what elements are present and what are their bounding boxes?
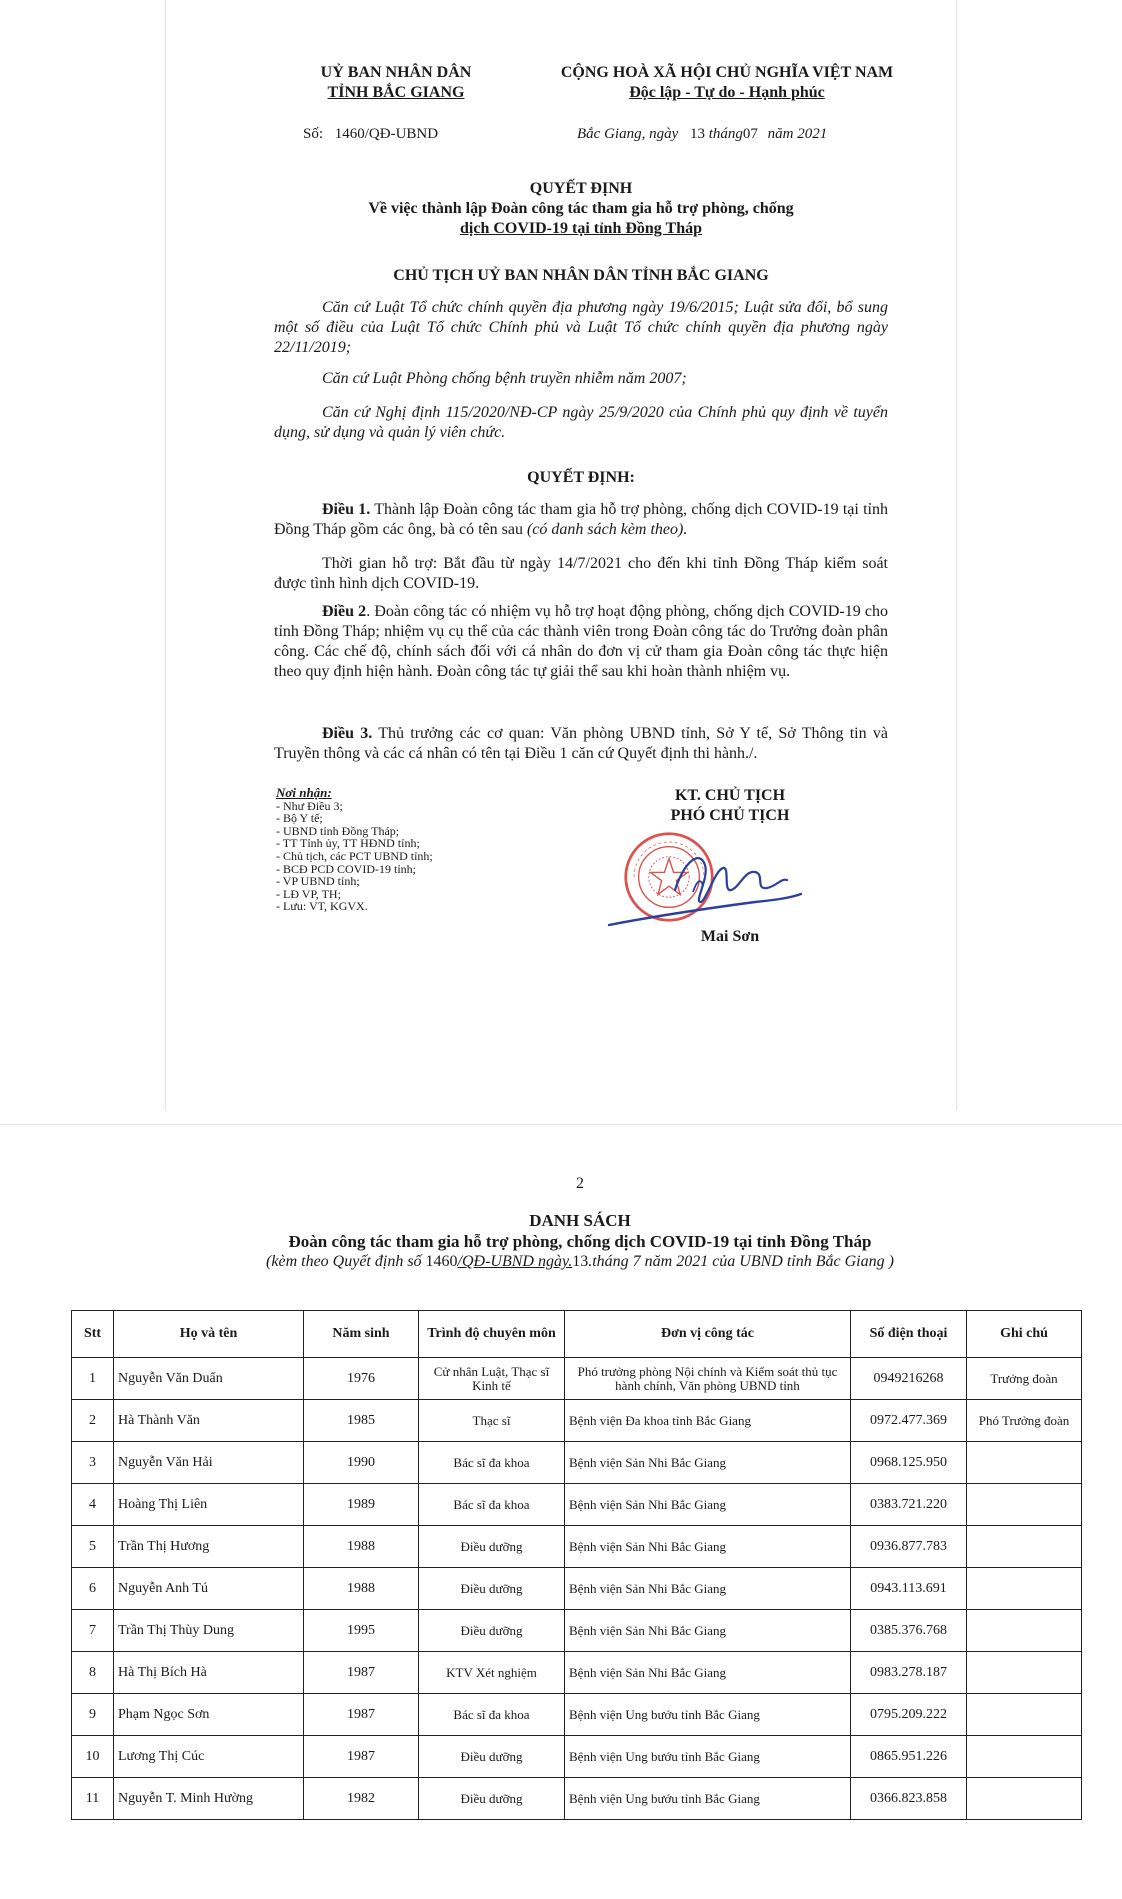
table-row <box>72 1526 1082 1568</box>
cell-stt: 10 <box>72 1736 114 1778</box>
cell-phone: 0383.721.220 <box>851 1484 967 1526</box>
cell-degree: Điều dưỡng <box>419 1568 565 1610</box>
recipient-item: - Bộ Y tế; <box>276 811 323 826</box>
agency-province-text: TỈNH BẮC GIANG <box>327 84 465 101</box>
cell-unit: Bệnh viện Sản Nhi Bắc Giang <box>565 1484 851 1526</box>
ref-number: 1460 <box>425 1253 458 1270</box>
cell-note <box>967 1778 1082 1820</box>
cell-note <box>967 1736 1082 1778</box>
date-place: Bắc Giang, ngày <box>577 126 679 142</box>
cell-phone: 0385.376.768 <box>851 1610 967 1652</box>
cell-stt: 6 <box>72 1568 114 1610</box>
page-number: 2 <box>576 1175 584 1192</box>
cell-unit: Bệnh viện Đa khoa tỉnh Bắc Giang <box>565 1400 851 1442</box>
cell-phone: 0983.278.187 <box>851 1652 967 1694</box>
cell-phone: 0936.877.783 <box>851 1526 967 1568</box>
so-suffix: /QĐ-UBND <box>364 126 439 142</box>
recipient-item: - TT Tỉnh ủy, TT HĐND tỉnh; <box>276 836 420 851</box>
national-title: CỘNG HOÀ XÃ HỘI CHỦ NGHĨA VIỆT NAM <box>560 64 894 81</box>
col-header-name: Họ và tên <box>114 1311 304 1358</box>
cell-note: Phó Trưởng đoàn <box>967 1400 1082 1442</box>
recipient-item: - UBND tỉnh Đồng Tháp; <box>276 823 400 838</box>
cell-stt: 9 <box>72 1694 114 1736</box>
cell-year: 1990 <box>304 1442 419 1484</box>
issuing-authority: CHỦ TỊCH UỶ BAN NHÂN DÂN TỈNH BẮC GIANG <box>393 267 769 284</box>
legal-basis-2: Căn cứ Luật Phòng chống bệnh truyền nhiễm năm 2007; <box>322 370 687 387</box>
cell-degree: Bác sĩ đa khoa <box>419 1442 565 1484</box>
legal-basis-3: Căn cứ Nghị định 115/2020/NĐ-CP ngày 25/9/2020 của Chính phủ quy định về tuyển dụng, sử dụng và quản lý viên chức. <box>274 404 888 441</box>
table-header-row <box>72 1311 1082 1358</box>
table-row <box>72 1358 1082 1400</box>
agency-province <box>286 84 506 102</box>
cell-name: Nguyễn Anh Tú <box>114 1568 304 1610</box>
cell-stt: 8 <box>72 1652 114 1694</box>
col-header-note: Ghi chú <box>967 1311 1082 1358</box>
cell-degree: Điều dưỡng <box>419 1778 565 1820</box>
recipient-item: - LĐ VP, TH; <box>276 886 341 901</box>
signature-icon <box>605 830 805 940</box>
cell-stt: 1 <box>72 1358 114 1400</box>
document-title: QUYẾT ĐỊNH <box>529 180 633 197</box>
sign-title-2: PHÓ CHỦ TỊCH <box>670 807 790 824</box>
cell-stt: 2 <box>72 1400 114 1442</box>
member-table <box>71 1310 1082 1820</box>
recipient-item: - VP UBND tỉnh; <box>276 874 360 889</box>
recipient-item: - Chủ tịch, các PCT UBND tỉnh; <box>276 848 433 863</box>
recipient-item: - Lưu: VT, KGVX. <box>276 899 368 914</box>
article-3-text: Thủ trưởng các cơ quan: Văn phòng UBND tỉnh, Sở Y tế, Sở Thông tin và Truyền thông và các cá nhân có tên tại Điều 1 căn cứ Quyết định thi hành./. <box>274 725 888 762</box>
cell-note: Trưởng đoàn <box>967 1358 1082 1400</box>
cell-note <box>967 1610 1082 1652</box>
cell-phone: 0795.209.222 <box>851 1694 967 1736</box>
support-time: Thời gian hỗ trợ: Bắt đầu từ ngày 14/7/2021 cho đến khi tỉnh Đồng Tháp kiểm soát được tình hình dịch COVID-19. <box>274 555 888 592</box>
cell-note <box>967 1568 1082 1610</box>
so-label: Số: <box>303 126 324 142</box>
table-row <box>72 1778 1082 1820</box>
ref-prefix: (kèm theo Quyết định số <box>266 1253 426 1270</box>
cell-name: Nguyễn Văn Duẩn <box>114 1358 304 1400</box>
ref-day: 13 <box>572 1253 589 1270</box>
national-motto <box>532 84 922 102</box>
cell-stt: 4 <box>72 1484 114 1526</box>
signer-name: Mai Sơn <box>700 928 760 945</box>
cell-unit: Bệnh viện Sản Nhi Bắc Giang <box>565 1652 851 1694</box>
article-1-text: Thành lập Đoàn công tác tham gia hỗ trợ phòng, chống dịch COVID-19 tại tỉnh Đồng Tháp gồm các ông, bà có tên sau <box>274 501 888 538</box>
article-2 <box>274 602 888 682</box>
cell-year: 1988 <box>304 1568 419 1610</box>
list-reference <box>0 1253 1122 1271</box>
cell-degree: KTV Xét nghiệm <box>419 1652 565 1694</box>
recipient-item: - BCĐ PCD COVID-19 tỉnh; <box>276 861 417 876</box>
decide-heading: QUYẾT ĐỊNH: <box>527 469 635 486</box>
cell-phone: 0972.477.369 <box>851 1400 967 1442</box>
national-motto-text: Độc lập - Tự do - Hạnh phúc <box>629 84 825 101</box>
table-row <box>72 1484 1082 1526</box>
cell-note <box>967 1442 1082 1484</box>
table-row <box>72 1652 1082 1694</box>
cell-year: 1976 <box>304 1358 419 1400</box>
list-title: DANH SÁCH <box>529 1211 631 1230</box>
cell-unit: Bệnh viện Ung bướu tỉnh Bắc Giang <box>565 1736 851 1778</box>
cell-year: 1988 <box>304 1526 419 1568</box>
recipients-title: Nơi nhận: <box>276 785 332 800</box>
table-row <box>72 1736 1082 1778</box>
article-1-label: Điều 1. <box>322 501 371 518</box>
date-month: 07 <box>742 126 758 142</box>
cell-name: Phạm Ngọc Sơn <box>114 1694 304 1736</box>
ref-suffix: .tháng 7 năm 2021 của UBND tỉnh Bắc Giang ) <box>588 1253 894 1270</box>
article-2-label: Điều 2 <box>322 603 367 620</box>
cell-degree: Bác sĩ đa khoa <box>419 1694 565 1736</box>
date-month-label: tháng <box>708 126 743 142</box>
col-header-phone: Số điện thoại <box>851 1311 967 1358</box>
cell-name: Hoàng Thị Liên <box>114 1484 304 1526</box>
decision-number <box>303 126 438 143</box>
article-2-text: . Đoàn công tác có nhiệm vụ hỗ trợ hoạt động phòng, chống dịch COVID-19 cho tỉnh Đồng Tháp; nhiệm vụ cụ thể của các thành viên trong Đoàn công tác do Trưởng đoàn phân công. Các chế độ, chính sách đối với cá nhân do đơn vị cử tham gia Đoàn công tác thực hiện theo quy định hiện hành. Đoàn công tác tự giải thể sau khi hoàn thành nhiệm vụ. <box>274 603 888 680</box>
cell-unit: Bệnh viện Ung bướu tỉnh Bắc Giang <box>565 1694 851 1736</box>
cell-stt: 3 <box>72 1442 114 1484</box>
table-row <box>72 1400 1082 1442</box>
legal-basis-1: Căn cứ Luật Tổ chức chính quyền địa phương ngày 19/6/2015; Luật sửa đổi, bổ sung một số điều của Luật Tổ chức Chính phủ và Luật Tổ chức chính quyền địa phương ngày 22/11/2019; <box>274 299 888 356</box>
table-row <box>72 1568 1082 1610</box>
table-row <box>72 1694 1082 1736</box>
cell-phone: 0968.125.950 <box>851 1442 967 1484</box>
col-header-year: Năm sinh <box>304 1311 419 1358</box>
cell-name: Trần Thị Hương <box>114 1526 304 1568</box>
page-gap <box>0 1110 1122 1125</box>
cell-stt: 7 <box>72 1610 114 1652</box>
cell-degree: Cử nhân Luật, Thạc sĩ Kinh tế <box>419 1358 565 1400</box>
cell-degree: Điều dưỡng <box>419 1736 565 1778</box>
cell-name: Hà Thành Văn <box>114 1400 304 1442</box>
cell-unit: Bệnh viện Sản Nhi Bắc Giang <box>565 1610 851 1652</box>
cell-degree: Điều dưỡng <box>419 1610 565 1652</box>
cell-unit: Bệnh viện Ung bướu tỉnh Bắc Giang <box>565 1778 851 1820</box>
cell-note <box>967 1526 1082 1568</box>
cell-unit: Bệnh viện Sản Nhi Bắc Giang <box>565 1442 851 1484</box>
cell-note <box>967 1652 1082 1694</box>
article-3-label: Điều 3. <box>322 725 373 742</box>
list-subtitle: Đoàn công tác tham gia hỗ trợ phòng, chống dịch COVID-19 tại tỉnh Đồng Tháp <box>288 1232 872 1251</box>
cell-year: 1987 <box>304 1652 419 1694</box>
article-1 <box>274 500 888 540</box>
date-day: 13 <box>689 126 705 142</box>
so-number: 1460 <box>334 126 365 142</box>
cell-year: 1987 <box>304 1694 419 1736</box>
col-header-unit: Đơn vị công tác <box>565 1311 851 1358</box>
article-1-note: (có danh sách kèm theo). <box>526 521 688 538</box>
cell-phone: 0865.951.226 <box>851 1736 967 1778</box>
cell-degree: Thạc sĩ <box>419 1400 565 1442</box>
cell-unit: Bệnh viện Sản Nhi Bắc Giang <box>565 1526 851 1568</box>
cell-phone: 0949216268 <box>851 1358 967 1400</box>
cell-note <box>967 1694 1082 1736</box>
cell-unit: Phó trưởng phòng Nội chính và Kiểm soát thủ tục hành chính, Văn phòng UBND tỉnh <box>565 1358 851 1400</box>
date-year: năm 2021 <box>767 126 828 142</box>
cell-unit: Bệnh viện Sản Nhi Bắc Giang <box>565 1568 851 1610</box>
col-header-stt: Stt <box>72 1311 114 1358</box>
cell-name: Lương Thị Cúc <box>114 1736 304 1778</box>
cell-phone: 0366.823.858 <box>851 1778 967 1820</box>
recipient-item: - Như Điều 3; <box>276 798 343 813</box>
col-header-degree: Trình độ chuyên môn <box>419 1311 565 1358</box>
cell-stt: 11 <box>72 1778 114 1820</box>
article-3 <box>274 724 888 764</box>
table-row <box>72 1610 1082 1652</box>
cell-phone: 0943.113.691 <box>851 1568 967 1610</box>
cell-degree: Điều dưỡng <box>419 1526 565 1568</box>
cell-name: Nguyễn Văn Hải <box>114 1442 304 1484</box>
cell-year: 1989 <box>304 1484 419 1526</box>
table-row <box>72 1442 1082 1484</box>
decision-date <box>577 126 827 143</box>
cell-stt: 5 <box>72 1526 114 1568</box>
cell-degree: Bác sĩ đa khoa <box>419 1484 565 1526</box>
ref-mid: /QĐ-UBND ngày. <box>457 1253 573 1270</box>
cell-name: Trần Thị Thùy Dung <box>114 1610 304 1652</box>
document-subtitle-1: Về việc thành lập Đoàn công tác tham gia hỗ trợ phòng, chống <box>368 200 794 217</box>
document-subtitle-2 <box>274 220 888 238</box>
cell-year: 1987 <box>304 1736 419 1778</box>
cell-year: 1982 <box>304 1778 419 1820</box>
sign-title-1: KT. CHỦ TỊCH <box>674 787 786 804</box>
cell-note <box>967 1484 1082 1526</box>
subtitle-2-text: dịch COVID-19 tại tỉnh Đồng Tháp <box>460 220 702 237</box>
cell-year: 1985 <box>304 1400 419 1442</box>
recipients-block <box>276 787 433 913</box>
cell-name: Nguyễn T. Minh Hường <box>114 1778 304 1820</box>
cell-year: 1995 <box>304 1610 419 1652</box>
cell-name: Hà Thị Bích Hà <box>114 1652 304 1694</box>
agency-name: UỶ BAN NHÂN DÂN <box>320 64 472 81</box>
